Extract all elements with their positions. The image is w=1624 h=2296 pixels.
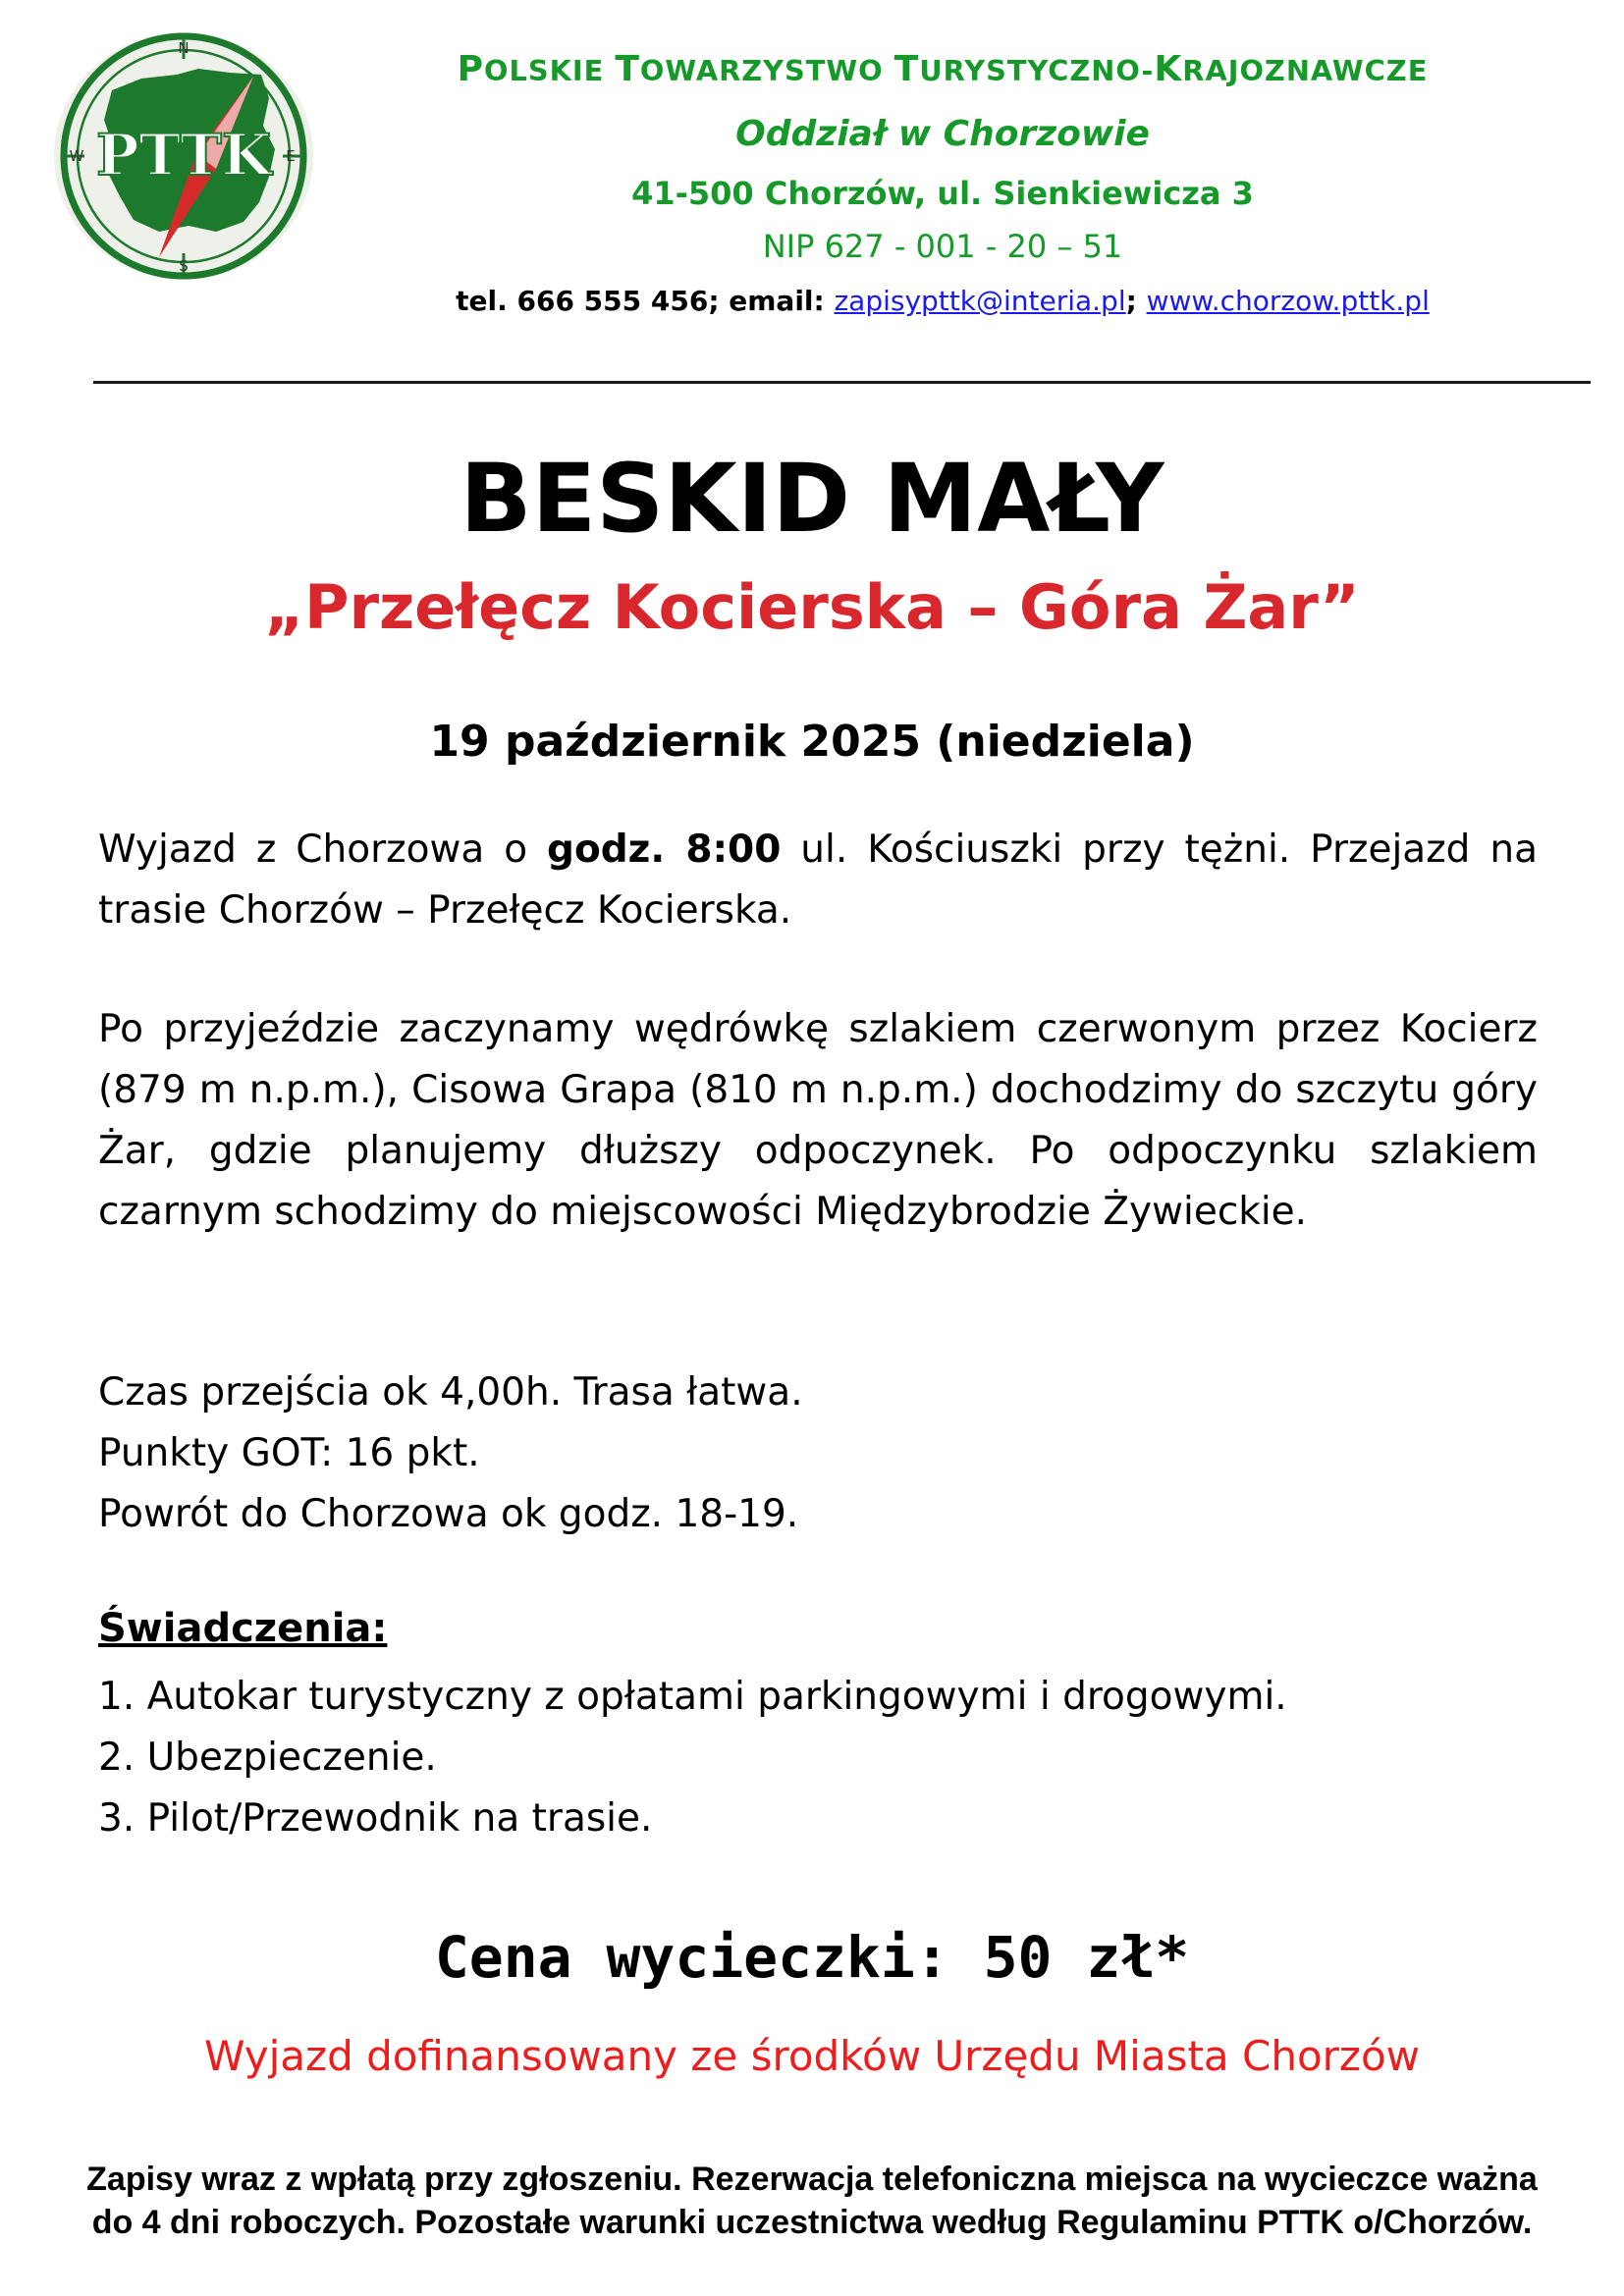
branch-address: 41-500 Chorzów, ul. Sienkiewicza 3 bbox=[631, 175, 1254, 212]
compass-w: W bbox=[69, 147, 84, 165]
phone-label: tel. 666 555 456; email: bbox=[456, 285, 835, 317]
website-link[interactable]: www.chorzow.pttk.pl bbox=[1146, 285, 1430, 317]
departure-paragraph: Wyjazd z Chorzowa o godz. 8:00 ul. Kościuszki przy tężni. Przejazd na trasie Chorzów – Przełęcz Kocierska. bbox=[98, 828, 1539, 933]
services-heading: Świadczenia: bbox=[98, 1606, 388, 1651]
compass-n: N bbox=[178, 39, 189, 57]
trip-details bbox=[98, 1362, 1538, 1545]
subsidy-note: Wyjazd dofinansowany ze środków Urzędu Miasta Chorzów bbox=[203, 2032, 1421, 2080]
pttk-logo-text: PTTK bbox=[95, 122, 272, 188]
trip-date: 19 październik 2025 (niedziela) bbox=[429, 717, 1195, 767]
walk-time: Czas przejścia ok 4,00h. Trasa łatwa. bbox=[98, 1370, 803, 1415]
branch-name: Oddział w Chorzowie bbox=[735, 114, 1150, 154]
trip-subtitle: „Przełęcz Kocierska – Góra Żar” bbox=[264, 571, 1360, 643]
list-item: 1. Autokar turystyczny z opłatami parkingowymi i drogowymi. bbox=[98, 1675, 1287, 1719]
organization-name: POLSKIE TOWARZYSTWO TURYSTYCZNO-KRAJOZNAWCZE bbox=[457, 49, 1429, 89]
departure-time: godz. 8:00 bbox=[547, 828, 782, 872]
return-time: Powrót do Chorzowa ok godz. 18-19. bbox=[98, 1492, 799, 1536]
trip-title: BESKID MAŁY bbox=[460, 444, 1164, 554]
list-item: 2. Ubezpieczenie. bbox=[98, 1735, 437, 1780]
list-item: 3. Pilot/Przewodnik na trasie. bbox=[98, 1796, 653, 1841]
pttk-logo bbox=[51, 29, 316, 283]
registration-terms: Zapisy wraz z wpłatą przy zgłoszeniu. Rezerwacja telefoniczna miejsca na wycieczce ważna do 4 dni roboczych. Pozostałe warunki uczestnictwa według Regulaminu PTTK o/Chorzów. bbox=[86, 2161, 1538, 2241]
compass-s: S bbox=[179, 257, 189, 275]
tax-id: NIP 627 - 001 - 20 – 51 bbox=[762, 228, 1123, 265]
route-description: Po przyjeździe zaczynamy wędrówkę szlakiem czerwonym przez Kocierz (879 m n.p.m.), Cisowa Grapa (810 m n.p.m.) dochodzimy do szczytu góry Żar, gdzie planujemy dłuższy odpoczynek. Po odpoczynku szlakiem czarnym schodzimy do miejscowości Międzybrodzie Żywieckie. bbox=[98, 1007, 1538, 1234]
contact-line: tel. 666 555 456; email: zapisypttk@interia.pl; www.chorzow.pttk.pl bbox=[456, 285, 1430, 317]
compass-e: E bbox=[286, 147, 296, 165]
email-link[interactable]: zapisypttk@interia.pl bbox=[834, 285, 1126, 317]
services-list bbox=[98, 1667, 1538, 1849]
got-points: Punkty GOT: 16 pkt. bbox=[98, 1431, 480, 1475]
header-divider bbox=[93, 381, 1591, 384]
trip-price: Cena wycieczki: 50 zł* bbox=[434, 1924, 1190, 1991]
